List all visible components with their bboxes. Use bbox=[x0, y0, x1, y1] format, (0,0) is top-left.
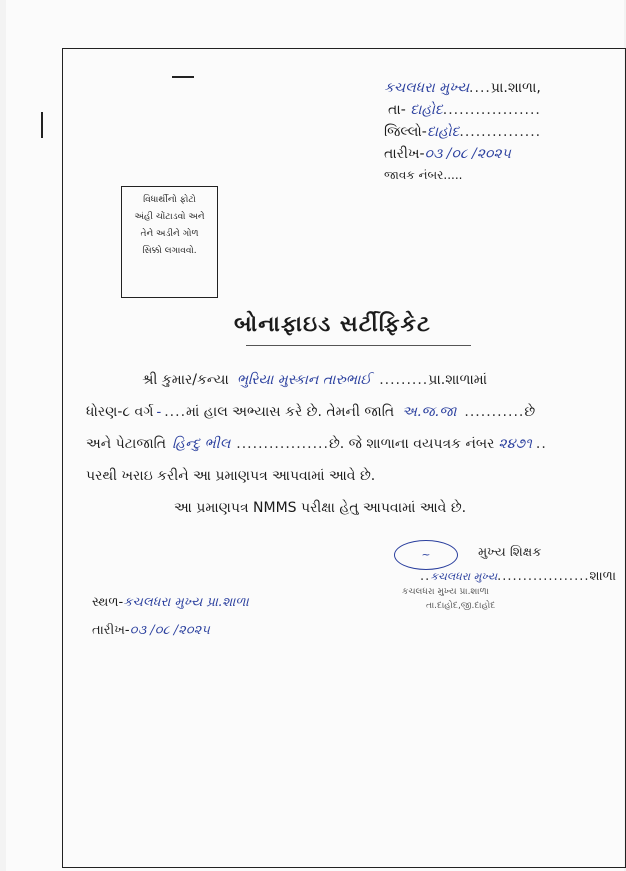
title-underline bbox=[246, 345, 471, 346]
photo-instruction-line: તેને અડીને ગોળ bbox=[140, 229, 199, 239]
signature-role: મુખ્ય શિક્ષક bbox=[478, 545, 542, 560]
header-taluka-line: તા- દાહોદ.................. bbox=[388, 102, 541, 118]
body-line-4: પરથી ખરાઇ કરીને આ પ્રમાણપત્ર આપવામાં આવે છે. bbox=[86, 468, 376, 484]
register-number-value: ૨૪૭૧ bbox=[498, 436, 532, 452]
line2-mid: માં હાલ અભ્યાસ કરે છે. તેમની જાતિ bbox=[186, 404, 395, 420]
footer-place-line bbox=[92, 595, 249, 610]
body-line-1: શ્રી કુમાર/કન્યા ભુરિયા મુસ્કાન તારુભાઈ .........પ્રા.શાળામાં bbox=[142, 372, 488, 388]
school-name-value: કચલધરા મુખ્ય bbox=[384, 80, 470, 96]
photo-instruction-line: સિક્કો લગાવવો. bbox=[142, 246, 197, 256]
student-name-value: ભુરિયા મુસ્કાન તારુભાઈ bbox=[236, 372, 372, 388]
subcaste-label: અને પેટાજાતિ bbox=[86, 436, 167, 452]
outward-number-line: જાવક નંબર..... bbox=[384, 168, 463, 182]
caste-value: અ.જ.જા bbox=[402, 404, 457, 420]
header-district-line: જિલ્લો-દાહોદ............... bbox=[384, 124, 542, 140]
line2-suffix: છે bbox=[524, 404, 536, 420]
signature-school-value: કચલધરા મુખ્ય bbox=[430, 570, 498, 583]
signature-school-suffix: શાળા bbox=[589, 569, 617, 584]
header-date-label: તારીખ- bbox=[384, 146, 425, 162]
body-line-3: અને પેટાજાતિ હિન્દુ ભીલ .................છે. જે શાળાના વયપત્રક નંબર ૨૪૭૧ .. bbox=[86, 436, 547, 452]
body-line-5: આ પ્રમાણપત્ર NMMS પરીક્ષા હેતુ આપવામાં આવે છે. bbox=[174, 500, 467, 516]
footer-date-line bbox=[92, 623, 210, 638]
photo-instruction-line: અંહી ચોંટાડવો અને bbox=[134, 212, 205, 222]
line3-mid: છે. જે શાળાના વયપત્રક નંબર bbox=[328, 436, 495, 452]
place-label: સ્થળ- bbox=[92, 595, 124, 610]
standard-label: ધોરણ-૮ વર્ગ bbox=[86, 404, 154, 420]
district-label: જિલ્લો- bbox=[384, 124, 427, 140]
photo-placeholder-box bbox=[121, 186, 218, 298]
district-value: દાહોદ bbox=[426, 124, 460, 140]
student-prefix: શ્રી કુમાર/કન્યા bbox=[142, 372, 229, 388]
subcaste-value: હિન્દુ ભીલ bbox=[172, 436, 231, 452]
certificate-border bbox=[62, 48, 626, 868]
header-date-line bbox=[384, 146, 511, 162]
taluka-label: તા- bbox=[388, 102, 406, 118]
header-date-value: ૦૩ /૦૮ /૨૦૨૫ bbox=[424, 146, 511, 162]
school-suffix: પ્રા.શાળા, bbox=[490, 80, 541, 96]
scan-mark-left bbox=[41, 112, 43, 138]
division-value: - bbox=[156, 404, 162, 420]
footer-date-label: તારીખ- bbox=[92, 623, 130, 638]
headmaster-signature: ~ bbox=[394, 540, 458, 570]
certificate-title: બોનાફાઇડ સર્ટીફિકેટ bbox=[234, 312, 431, 337]
footer-date-value: ૦૩ /૦૮ /૨૦૨૫ bbox=[129, 623, 210, 638]
stamp-line-2: તા.દાહોદ,જી.દાહોદ bbox=[426, 601, 496, 611]
line1-suffix: પ્રા.શાળામાં bbox=[428, 372, 488, 388]
header-school-line: કચલધરા મુખ્ય....પ્રા.શાળા, bbox=[384, 80, 541, 96]
taluka-value: દાહોદ bbox=[410, 102, 443, 118]
stamp-line-1: કચલધરા મુખ્ય પ્રા.શાળા bbox=[402, 587, 489, 597]
signature-school-line: ..કચલધરા મુખ્ય..................શાળા bbox=[420, 569, 617, 584]
body-line-2: ધોરણ-૮ વર્ગ - ....માં હાલ અભ્યાસ કરે છે. તેમની જાતિ અ.જ.જા ...........છે bbox=[86, 404, 536, 420]
photo-instruction-line: વિધાર્થીનો ફોટો bbox=[143, 195, 196, 205]
place-value: કચલધરા મુખ્ય પ્રા.શાળા bbox=[123, 595, 249, 610]
certificate-sheet bbox=[6, 0, 624, 871]
